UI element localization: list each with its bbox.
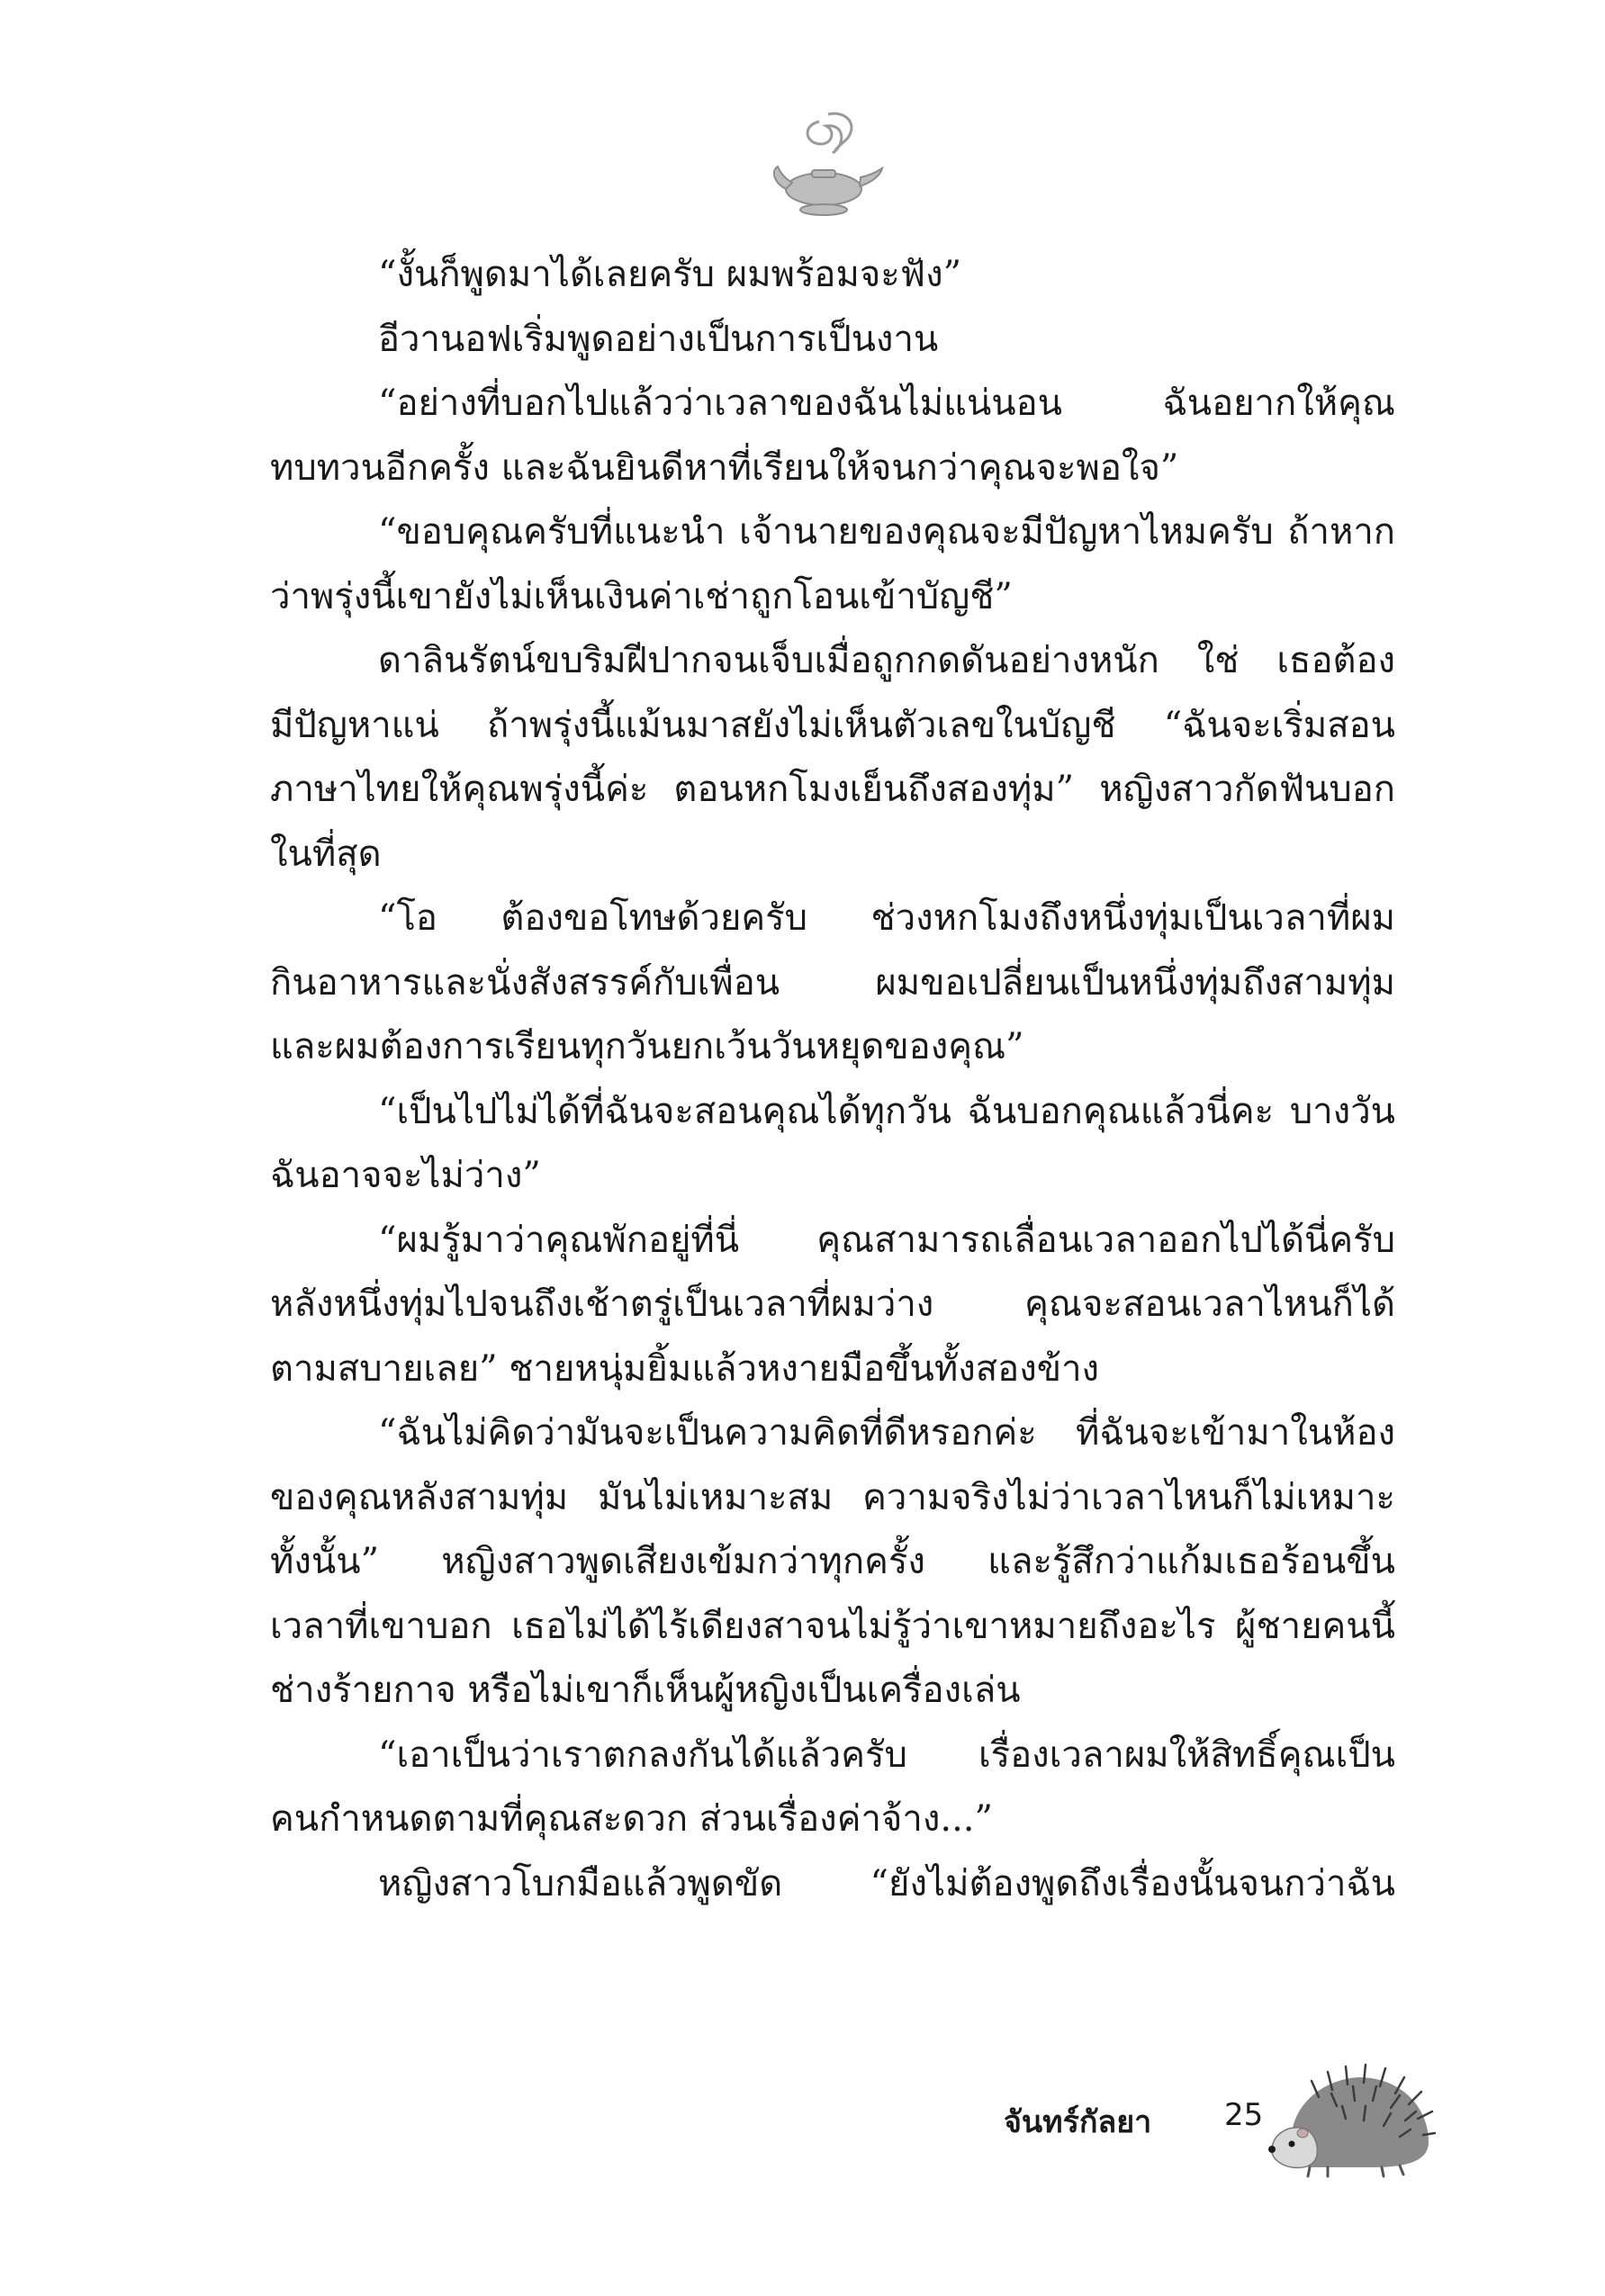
- text-line: และผมต้องการเรียนทุกวันยกเว้นวันหยุดของคุณ”: [270, 1026, 1024, 1067]
- text-line: ดาลินรัตน์ขบริมฝีปากจนเจ็บเมื่อถูกกดดันอย่างหนัก ใช่ เธอต้อง: [378, 640, 1395, 681]
- book-title: จันทร์กัลยา: [1004, 2104, 1152, 2140]
- page-footer: [0, 2061, 1605, 2178]
- text-line: “ขอบคุณครับที่แนะนำ เจ้านายของคุณจะมีปัญหาไหมครับ ถ้าหาก: [378, 511, 1395, 553]
- magic-lamp-icon: [765, 104, 887, 225]
- text-line: คนกำหนดตามที่คุณสะดวก ส่วนเรื่องค่าจ้าง...”: [270, 1798, 993, 1840]
- text-line: “ผมรู้มาว่าคุณพักอยู่ที่นี่ คุณสามารถเลื่อนเวลาออกไปได้นี่ครับ: [378, 1219, 1395, 1261]
- text-line: ว่าพรุ่งนี้เขายังไม่เห็นเงินค่าเช่าถูกโอนเข้าบัญชี”: [270, 575, 1013, 617]
- text-line: ของคุณหลังสามทุ่ม มันไม่เหมาะสม ความจริงไม่ว่าเวลาไหนก็ไม่เหมาะ: [270, 1476, 1395, 1518]
- text-line: ตามสบายเลย” ชายหนุ่มยิ้มแล้วหงายมือขึ้นทั้งสองข้าง: [270, 1347, 1100, 1390]
- text-line: ช่างร้ายกาจ หรือไม่เขาก็เห็นผู้หญิงเป็นเครื่องเล่น: [270, 1670, 1021, 1711]
- text-line: “งั้นก็พูดมาได้เลยครับ ผมพร้อมจะฟัง”: [378, 254, 962, 295]
- text-line: “อย่างที่บอกไปแล้วว่าเวลาของฉันไม่แน่นอน ฉันอยากให้คุณ: [378, 383, 1395, 424]
- text-line: หญิงสาวโบกมือแล้วพูดขัด “ยังไม่ต้องพูดถึงเรื่องนั้นจนกว่าฉัน: [378, 1862, 1395, 1904]
- text-line: ทบทวนอีกครั้ง และฉันยินดีหาที่เรียนให้จนกว่าคุณจะพอใจ”: [270, 446, 1179, 489]
- body-text: [270, 243, 1395, 1916]
- text-line: ในที่สุด: [270, 833, 382, 875]
- text-line: หลังหนึ่งทุ่มไปจนถึงเช้าตรู่เป็นเวลาที่ผมว่าง คุณจะสอนเวลาไหนก็ได้: [270, 1283, 1395, 1325]
- text-line: ฉันอาจจะไม่ว่าง”: [270, 1155, 541, 1196]
- text-line: “ฉันไม่คิดว่ามันจะเป็นความคิดที่ดีหรอกค่ะ ที่ฉันจะเข้ามาในห้อง: [378, 1412, 1395, 1454]
- text-line: “เอาเป็นว่าเราตกลงกันได้แล้วครับ เรื่องเวลาผมให้สิทธิ์คุณเป็น: [378, 1733, 1395, 1776]
- hedgehog-icon: [1265, 2061, 1436, 2178]
- text-line: มีปัญหาแน่ ถ้าพรุ่งนี้แม้นมาสยังไม่เห็นตัวเลขในบัญชี “ฉันจะเริ่มสอน: [270, 704, 1395, 746]
- text-line: “เป็นไปไม่ได้ที่ฉันจะสอนคุณได้ทุกวัน ฉันบอกคุณแล้วนี่คะ บางวัน: [378, 1090, 1395, 1132]
- text-line: ภาษาไทยให้คุณพรุ่งนี้ค่ะ ตอนหกโมงเย็นถึงสองทุ่ม” หญิงสาวกัดฟันบอก: [270, 769, 1395, 810]
- text-line: “โอ ต้องขอโทษด้วยครับ ช่วงหกโมงถึงหนึ่งทุ่มเป็นเวลาที่ผม: [378, 897, 1395, 939]
- text-line: อีวานอฟเริ่มพูดอย่างเป็นการเป็นงาน: [378, 318, 939, 360]
- text-line: กินอาหารและนั่งสังสรรค์กับเพื่อน ผมขอเปลี่ยนเป็นหนึ่งทุ่มถึงสามทุ่ม: [270, 961, 1395, 1004]
- text-line: เวลาที่เขาบอก เธอไม่ได้ไร้เดียงสาจนไม่รู้ว่าเขาหมายถึงอะไร ผู้ชายคนนี้: [270, 1605, 1395, 1647]
- text-line: ทั้งนั้น” หญิงสาวพูดเสียงเข้มกว่าทุกครั้ง และรู้สึกว่าแก้มเธอร้อนขึ้น: [270, 1541, 1395, 1582]
- page-number: 25: [1224, 2097, 1264, 2133]
